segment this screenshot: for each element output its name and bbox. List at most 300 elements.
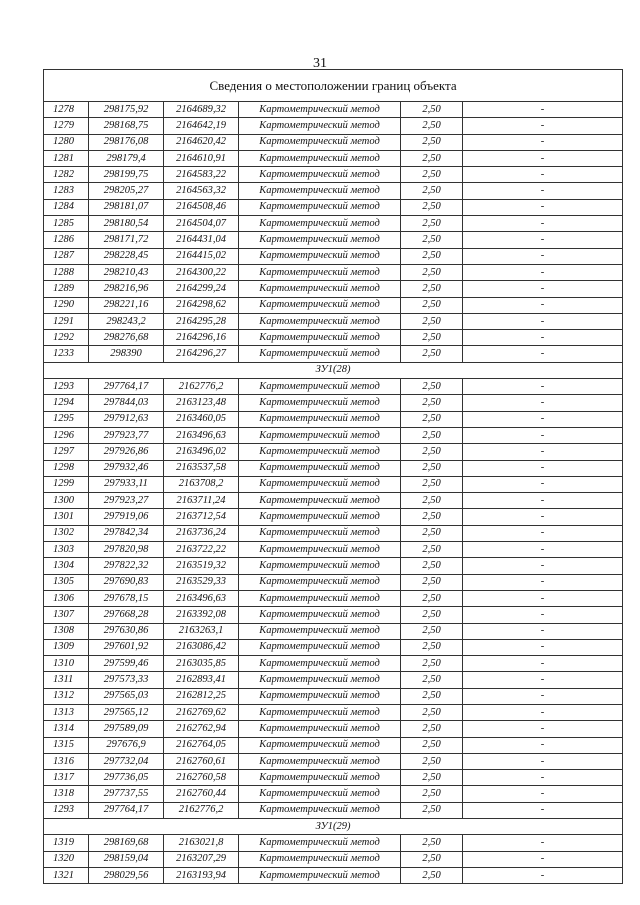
y-coordinate-cell: 2163711,24 (164, 493, 239, 509)
y-coordinate-cell: 2164431,04 (164, 232, 239, 248)
y-coordinate-cell: 2162893,41 (164, 672, 239, 688)
y-coordinate-cell: 2163496,02 (164, 444, 239, 460)
y-coordinate-cell: 2163708,2 (164, 476, 239, 492)
point-number-cell: 1317 (44, 770, 89, 786)
y-coordinate-cell: 2162760,58 (164, 770, 239, 786)
description-cell: - (463, 590, 623, 606)
point-number-cell: 1282 (44, 167, 89, 183)
method-cell: Картометрический метод (239, 574, 401, 590)
point-number-cell: 1314 (44, 721, 89, 737)
y-coordinate-cell: 2164689,32 (164, 102, 239, 118)
method-cell: Картометрический метод (239, 558, 401, 574)
y-coordinate-cell: 2164583,22 (164, 167, 239, 183)
description-cell: - (463, 281, 623, 297)
x-coordinate-cell: 297668,28 (89, 607, 164, 623)
accuracy-cell: 2,50 (401, 379, 463, 395)
method-cell: Картометрический метод (239, 216, 401, 232)
description-cell: - (463, 248, 623, 264)
x-coordinate-cell: 297842,34 (89, 525, 164, 541)
boundary-table (43, 69, 623, 884)
method-cell: Картометрический метод (239, 134, 401, 150)
description-cell: - (463, 444, 623, 460)
y-coordinate-cell: 2164300,22 (164, 264, 239, 280)
table-row (44, 688, 623, 704)
y-coordinate-cell: 2163460,05 (164, 411, 239, 427)
x-coordinate-cell: 298199,75 (89, 167, 164, 183)
y-coordinate-cell: 2163722,22 (164, 542, 239, 558)
method-cell: Картометрический метод (239, 264, 401, 280)
x-coordinate-cell: 297919,06 (89, 509, 164, 525)
table-row (44, 232, 623, 248)
accuracy-cell: 2,50 (401, 639, 463, 655)
method-cell: Картометрический метод (239, 525, 401, 541)
point-number-cell: 1284 (44, 199, 89, 215)
table-row (44, 444, 623, 460)
y-coordinate-cell: 2163537,58 (164, 460, 239, 476)
point-number-cell: 1304 (44, 558, 89, 574)
accuracy-cell: 2,50 (401, 509, 463, 525)
x-coordinate-cell: 298175,92 (89, 102, 164, 118)
x-coordinate-cell: 297676,9 (89, 737, 164, 753)
method-cell: Картометрический метод (239, 802, 401, 818)
x-coordinate-cell: 298181,07 (89, 199, 164, 215)
table-row (44, 118, 623, 134)
description-cell: - (463, 395, 623, 411)
y-coordinate-cell: 2164508,46 (164, 199, 239, 215)
method-cell: Картометрический метод (239, 313, 401, 329)
x-coordinate-cell: 297844,03 (89, 395, 164, 411)
accuracy-cell: 2,50 (401, 542, 463, 558)
point-number-cell: 1291 (44, 313, 89, 329)
description-cell: - (463, 346, 623, 362)
x-coordinate-cell: 297820,98 (89, 542, 164, 558)
accuracy-cell: 2,50 (401, 281, 463, 297)
accuracy-cell: 2,50 (401, 150, 463, 166)
description-cell: - (463, 118, 623, 134)
x-coordinate-cell: 298159,04 (89, 851, 164, 867)
point-number-cell: 1293 (44, 379, 89, 395)
accuracy-cell: 2,50 (401, 558, 463, 574)
method-cell: Картометрический метод (239, 623, 401, 639)
point-number-cell: 1312 (44, 688, 89, 704)
table-row (44, 313, 623, 329)
description-cell: - (463, 851, 623, 867)
accuracy-cell: 2,50 (401, 411, 463, 427)
point-number-cell: 1233 (44, 346, 89, 362)
y-coordinate-cell: 2164296,16 (164, 330, 239, 346)
table-row (44, 672, 623, 688)
description-cell: - (463, 216, 623, 232)
description-cell: - (463, 313, 623, 329)
x-coordinate-cell: 297926,86 (89, 444, 164, 460)
y-coordinate-cell: 2164298,62 (164, 297, 239, 313)
y-coordinate-cell: 2163193,94 (164, 867, 239, 883)
point-number-cell: 1285 (44, 216, 89, 232)
description-cell: - (463, 607, 623, 623)
accuracy-cell: 2,50 (401, 493, 463, 509)
accuracy-cell: 2,50 (401, 444, 463, 460)
table-row (44, 704, 623, 720)
table-row (44, 427, 623, 443)
description-cell: - (463, 199, 623, 215)
x-coordinate-cell: 298168,75 (89, 118, 164, 134)
y-coordinate-cell: 2163392,08 (164, 607, 239, 623)
accuracy-cell: 2,50 (401, 134, 463, 150)
table-row (44, 379, 623, 395)
table-title: Сведения о местоположении границ объекта (44, 70, 623, 102)
description-cell: - (463, 542, 623, 558)
x-coordinate-cell: 298216,96 (89, 281, 164, 297)
table-row (44, 590, 623, 606)
table-row (44, 721, 623, 737)
method-cell: Картометрический метод (239, 346, 401, 362)
table-row (44, 297, 623, 313)
point-number-cell: 1299 (44, 476, 89, 492)
accuracy-cell: 2,50 (401, 264, 463, 280)
method-cell: Картометрический метод (239, 248, 401, 264)
table-row (44, 623, 623, 639)
point-number-cell: 1279 (44, 118, 89, 134)
accuracy-cell: 2,50 (401, 118, 463, 134)
table-row (44, 183, 623, 199)
x-coordinate-cell: 297630,86 (89, 623, 164, 639)
table-row (44, 851, 623, 867)
method-cell: Картометрический метод (239, 851, 401, 867)
x-coordinate-cell: 298390 (89, 346, 164, 362)
accuracy-cell: 2,50 (401, 216, 463, 232)
description-cell: - (463, 102, 623, 118)
accuracy-cell: 2,50 (401, 330, 463, 346)
x-coordinate-cell: 298205,27 (89, 183, 164, 199)
method-cell: Картометрический метод (239, 395, 401, 411)
boundary-table-body (44, 70, 623, 884)
description-cell: - (463, 134, 623, 150)
description-cell: - (463, 721, 623, 737)
method-cell: Картометрический метод (239, 330, 401, 346)
x-coordinate-cell: 297736,05 (89, 770, 164, 786)
description-cell: - (463, 672, 623, 688)
accuracy-cell: 2,50 (401, 753, 463, 769)
x-coordinate-cell: 297933,11 (89, 476, 164, 492)
accuracy-cell: 2,50 (401, 672, 463, 688)
description-cell: - (463, 558, 623, 574)
description-cell: - (463, 476, 623, 492)
point-number-cell: 1289 (44, 281, 89, 297)
y-coordinate-cell: 2163736,24 (164, 525, 239, 541)
y-coordinate-cell: 2164610,91 (164, 150, 239, 166)
method-cell: Картометрический метод (239, 688, 401, 704)
table-row (44, 737, 623, 753)
y-coordinate-cell: 2163529,33 (164, 574, 239, 590)
x-coordinate-cell: 298176,08 (89, 134, 164, 150)
table-row (44, 411, 623, 427)
method-cell: Картометрический метод (239, 737, 401, 753)
point-number-cell: 1295 (44, 411, 89, 427)
table-row (44, 558, 623, 574)
point-number-cell: 1303 (44, 542, 89, 558)
description-cell: - (463, 509, 623, 525)
description-cell: - (463, 150, 623, 166)
description-cell: - (463, 183, 623, 199)
x-coordinate-cell: 297573,33 (89, 672, 164, 688)
x-coordinate-cell: 297732,04 (89, 753, 164, 769)
accuracy-cell: 2,50 (401, 607, 463, 623)
page-number: 31 (313, 56, 327, 71)
accuracy-cell: 2,50 (401, 802, 463, 818)
description-cell: - (463, 232, 623, 248)
point-number-cell: 1320 (44, 851, 89, 867)
method-cell: Картометрический метод (239, 786, 401, 802)
point-number-cell: 1281 (44, 150, 89, 166)
y-coordinate-cell: 2163207,29 (164, 851, 239, 867)
description-cell: - (463, 297, 623, 313)
point-number-cell: 1307 (44, 607, 89, 623)
description-cell: - (463, 835, 623, 851)
y-coordinate-cell: 2163263,1 (164, 623, 239, 639)
y-coordinate-cell: 2164415,02 (164, 248, 239, 264)
x-coordinate-cell: 297599,46 (89, 656, 164, 672)
x-coordinate-cell: 298228,45 (89, 248, 164, 264)
accuracy-cell: 2,50 (401, 395, 463, 411)
point-number-cell: 1305 (44, 574, 89, 590)
table-row (44, 607, 623, 623)
accuracy-cell: 2,50 (401, 867, 463, 883)
table-row (44, 574, 623, 590)
x-coordinate-cell: 297822,32 (89, 558, 164, 574)
method-cell: Картометрический метод (239, 427, 401, 443)
method-cell: Картометрический метод (239, 199, 401, 215)
accuracy-cell: 2,50 (401, 786, 463, 802)
method-cell: Картометрический метод (239, 232, 401, 248)
method-cell: Картометрический метод (239, 379, 401, 395)
description-cell: - (463, 623, 623, 639)
accuracy-cell: 2,50 (401, 704, 463, 720)
table-row (44, 460, 623, 476)
y-coordinate-cell: 2164504,07 (164, 216, 239, 232)
x-coordinate-cell: 298221,16 (89, 297, 164, 313)
x-coordinate-cell: 297912,63 (89, 411, 164, 427)
table-row (44, 770, 623, 786)
x-coordinate-cell: 297589,09 (89, 721, 164, 737)
method-cell: Картометрический метод (239, 770, 401, 786)
y-coordinate-cell: 2163496,63 (164, 427, 239, 443)
table-row (44, 330, 623, 346)
table-row (44, 542, 623, 558)
accuracy-cell: 2,50 (401, 590, 463, 606)
point-number-cell: 1309 (44, 639, 89, 655)
method-cell: Картометрический метод (239, 509, 401, 525)
method-cell: Картометрический метод (239, 607, 401, 623)
y-coordinate-cell: 2163519,32 (164, 558, 239, 574)
point-number-cell: 1319 (44, 835, 89, 851)
table-row (44, 281, 623, 297)
method-cell: Картометрический метод (239, 753, 401, 769)
y-coordinate-cell: 2164296,27 (164, 346, 239, 362)
description-cell: - (463, 688, 623, 704)
accuracy-cell: 2,50 (401, 476, 463, 492)
accuracy-cell: 2,50 (401, 297, 463, 313)
method-cell: Картометрический метод (239, 460, 401, 476)
description-cell: - (463, 264, 623, 280)
y-coordinate-cell: 2164563,32 (164, 183, 239, 199)
point-number-cell: 1298 (44, 460, 89, 476)
method-cell: Картометрический метод (239, 444, 401, 460)
section-header-row (44, 819, 623, 835)
method-cell: Картометрический метод (239, 297, 401, 313)
description-cell: - (463, 460, 623, 476)
method-cell: Картометрический метод (239, 590, 401, 606)
method-cell: Картометрический метод (239, 704, 401, 720)
x-coordinate-cell: 297565,03 (89, 688, 164, 704)
method-cell: Картометрический метод (239, 118, 401, 134)
table-row (44, 476, 623, 492)
point-number-cell: 1294 (44, 395, 89, 411)
accuracy-cell: 2,50 (401, 656, 463, 672)
method-cell: Картометрический метод (239, 476, 401, 492)
method-cell: Картометрический метод (239, 542, 401, 558)
x-coordinate-cell: 297764,17 (89, 802, 164, 818)
y-coordinate-cell: 2162760,61 (164, 753, 239, 769)
description-cell: - (463, 753, 623, 769)
y-coordinate-cell: 2162769,62 (164, 704, 239, 720)
accuracy-cell: 2,50 (401, 721, 463, 737)
accuracy-cell: 2,50 (401, 183, 463, 199)
point-number-cell: 1302 (44, 525, 89, 541)
accuracy-cell: 2,50 (401, 232, 463, 248)
method-cell: Картометрический метод (239, 102, 401, 118)
description-cell: - (463, 656, 623, 672)
point-number-cell: 1310 (44, 656, 89, 672)
point-number-cell: 1293 (44, 802, 89, 818)
x-coordinate-cell: 298171,72 (89, 232, 164, 248)
y-coordinate-cell: 2162812,25 (164, 688, 239, 704)
method-cell: Картометрический метод (239, 493, 401, 509)
method-cell: Картометрический метод (239, 281, 401, 297)
point-number-cell: 1318 (44, 786, 89, 802)
description-cell: - (463, 167, 623, 183)
accuracy-cell: 2,50 (401, 770, 463, 786)
y-coordinate-cell: 2164620,42 (164, 134, 239, 150)
accuracy-cell: 2,50 (401, 313, 463, 329)
accuracy-cell: 2,50 (401, 102, 463, 118)
table-row (44, 216, 623, 232)
table-row (44, 264, 623, 280)
y-coordinate-cell: 2164642,19 (164, 118, 239, 134)
table-row (44, 395, 623, 411)
table-row (44, 867, 623, 883)
point-number-cell: 1283 (44, 183, 89, 199)
table-row (44, 346, 623, 362)
x-coordinate-cell: 298179,4 (89, 150, 164, 166)
section-label: ЗУ1(29) (44, 819, 623, 835)
accuracy-cell: 2,50 (401, 574, 463, 590)
x-coordinate-cell: 297678,15 (89, 590, 164, 606)
table-row (44, 656, 623, 672)
accuracy-cell: 2,50 (401, 199, 463, 215)
table-row (44, 167, 623, 183)
method-cell: Картометрический метод (239, 672, 401, 688)
table-row (44, 786, 623, 802)
point-number-cell: 1278 (44, 102, 89, 118)
point-number-cell: 1280 (44, 134, 89, 150)
description-cell: - (463, 737, 623, 753)
point-number-cell: 1313 (44, 704, 89, 720)
accuracy-cell: 2,50 (401, 248, 463, 264)
method-cell: Картометрический метод (239, 183, 401, 199)
y-coordinate-cell: 2162776,2 (164, 802, 239, 818)
table-row (44, 199, 623, 215)
description-cell: - (463, 786, 623, 802)
point-number-cell: 1308 (44, 623, 89, 639)
method-cell: Картометрический метод (239, 411, 401, 427)
point-number-cell: 1287 (44, 248, 89, 264)
description-cell: - (463, 427, 623, 443)
accuracy-cell: 2,50 (401, 346, 463, 362)
accuracy-cell: 2,50 (401, 427, 463, 443)
description-cell: - (463, 802, 623, 818)
accuracy-cell: 2,50 (401, 737, 463, 753)
table-row (44, 802, 623, 818)
x-coordinate-cell: 297601,92 (89, 639, 164, 655)
x-coordinate-cell: 298029,56 (89, 867, 164, 883)
y-coordinate-cell: 2163123,48 (164, 395, 239, 411)
point-number-cell: 1292 (44, 330, 89, 346)
table-row (44, 753, 623, 769)
method-cell: Картометрический метод (239, 835, 401, 851)
x-coordinate-cell: 298243,2 (89, 313, 164, 329)
method-cell: Картометрический метод (239, 656, 401, 672)
y-coordinate-cell: 2164295,28 (164, 313, 239, 329)
x-coordinate-cell: 297737,55 (89, 786, 164, 802)
table-row (44, 509, 623, 525)
section-header-row (44, 362, 623, 378)
method-cell: Картометрический метод (239, 639, 401, 655)
accuracy-cell: 2,50 (401, 851, 463, 867)
y-coordinate-cell: 2162762,94 (164, 721, 239, 737)
y-coordinate-cell: 2163021,8 (164, 835, 239, 851)
point-number-cell: 1300 (44, 493, 89, 509)
description-cell: - (463, 704, 623, 720)
accuracy-cell: 2,50 (401, 688, 463, 704)
table-row (44, 134, 623, 150)
point-number-cell: 1316 (44, 753, 89, 769)
table-row (44, 150, 623, 166)
y-coordinate-cell: 2164299,24 (164, 281, 239, 297)
y-coordinate-cell: 2163496,63 (164, 590, 239, 606)
accuracy-cell: 2,50 (401, 460, 463, 476)
x-coordinate-cell: 298210,43 (89, 264, 164, 280)
point-number-cell: 1288 (44, 264, 89, 280)
point-number-cell: 1306 (44, 590, 89, 606)
point-number-cell: 1301 (44, 509, 89, 525)
method-cell: Картометрический метод (239, 867, 401, 883)
description-cell: - (463, 525, 623, 541)
point-number-cell: 1321 (44, 867, 89, 883)
table-row (44, 525, 623, 541)
point-number-cell: 1311 (44, 672, 89, 688)
x-coordinate-cell: 297565,12 (89, 704, 164, 720)
x-coordinate-cell: 297923,27 (89, 493, 164, 509)
x-coordinate-cell: 298169,68 (89, 835, 164, 851)
y-coordinate-cell: 2163086,42 (164, 639, 239, 655)
x-coordinate-cell: 297764,17 (89, 379, 164, 395)
accuracy-cell: 2,50 (401, 167, 463, 183)
section-label: ЗУ1(28) (44, 362, 623, 378)
table-row (44, 102, 623, 118)
point-number-cell: 1315 (44, 737, 89, 753)
description-cell: - (463, 770, 623, 786)
description-cell: - (463, 574, 623, 590)
